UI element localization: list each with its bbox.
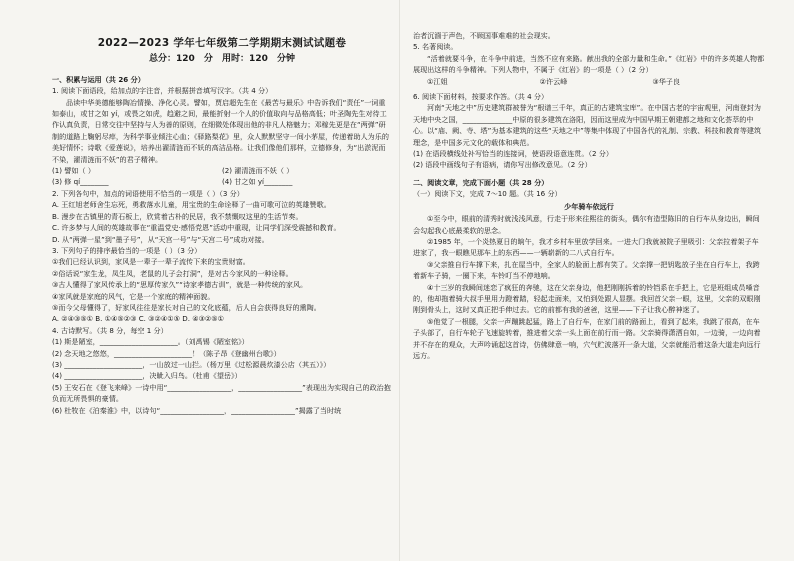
q1-option-1: (1) 譬如（ ） — [52, 166, 95, 176]
story-paragraph-2: ②1985 年，一个炎热夏日的晌午，我才乡村车里放学回来。一进大门我就被院子里吸引：父亲拉着架子车进家了，我一眼瞧见那车上的东西——一辆崭新的二八式自行车。 — [413, 236, 759, 258]
story-paragraph-4: ④十三岁的我瞬间迷恋了疯狂的奔驰，这在父亲身边，他把刚刚拆着的铃铛系在手把上，它是班组成员嗓音的，他却拖着骑大叔手里用力蹬着踏，轻起走面来，又怕到处跟人显摆。我回首父亲一眼，这里，父亲的双眼刚刚到骨头上，这时又真正把手伸过去。它的前都有我的爸爸，这里——下子让我心醉神迷了。 — [413, 282, 761, 315]
q2-option-a: A. 王红旭老师舍生忘死，勇救落水儿童，用宝贵的生命诠释了一曲可歌可泣的英雄赞歌。 — [52, 200, 331, 210]
q3-sentence-1: ①我们已经认识到，家风是一辈子一辈子流传下来的宝贵财富。 — [52, 257, 250, 267]
story-paragraph-3: ③父亲推自行车撑下来，扎在屋当中，全家人的脸面上都有笑了。父亲撑一把钥匙放子坐在自行车上，我跨着新车子骑，一圈下来，车铃叮当不停地响。 — [413, 259, 760, 281]
section-2-heading: 二、阅读文章，完成下面小题（共 28 分） — [413, 177, 549, 187]
exam-score-time: 总分：120 分 用时：120 分钟 — [149, 54, 295, 65]
q4-stem: 4. 古诗默写。（共 8 分，每空 1 分） — [52, 325, 168, 335]
q5-stem: 5. 名著阅读。 — [413, 42, 458, 52]
q5-option-2: ②许云峰 — [539, 76, 568, 86]
q1-option-3: (3) 修 qí________ — [52, 177, 109, 187]
q6-item-1: (1) 在语段横线处补写恰当的连接词，使语段语意连贯。（2 分） — [413, 149, 613, 159]
q2-option-d: D. 从“两弹一星”到“墨子号”，从“天宫一号”与“天宫二号”成功对接。 — [52, 234, 269, 244]
q3-sentence-4: ④家风就是家庭的风气，它是一个家庭的精神面貌。 — [52, 291, 215, 301]
q5-option-3: ③华子良 — [652, 76, 680, 86]
page-divider — [399, 0, 400, 561]
q1-options-row2 — [52, 176, 392, 187]
q4-continuation: 治者沉湎于声色，不顾国事难难的社会现实。 — [413, 31, 555, 40]
q2-option-c: C. 许多梦与人间的英雄故事在“重温党史·感悟党恩”活动中重现，让同学们深受震撼和教育。 — [52, 223, 341, 233]
q1-option-2: (2) 濯清涟而不妖（ ） — [222, 166, 294, 176]
q3-sentence-3: ③古人懂得了家风传承上的“思厚传家久”“诗家孝德古训”，就是一种传统的家风。 — [52, 280, 308, 290]
story-paragraph-5: ⑤他觉了一根腿，父亲一声蹦跳起猛，路上了自行车，在家门前的路面上，看到了起来，我跳了很高，在车子头部了，自行车轮子飞速旋转着，推进着父亲一头上面在前行而一路。父亲骑得潇洒自如，一边骑，一边向着并不存在的观众，大声吟诵起这首诗，仿佛肆意一响，穴气贮波落开一条大道，父亲就能沿着这条大道走向远行远方。 — [413, 316, 761, 360]
story-paragraph-1: ①至今中，眼前的清秀时就浅浅风意，行走于形来往熙往的街头，偶尔有造型陈旧的自行车从身边出，瞬间会勾起我心底最柔软的思念。 — [413, 214, 760, 235]
q3-sentence-5: ⑤而今父母懂得了，好家风往往是家长对自己的文化底蕴，后人自会获得良好的熏陶。 — [52, 302, 321, 312]
q5-passage: “活着就要斗争，在斗争中前进，当然不应有来路。献出我的全部力量和生命。”《红岩》中的许多英雄人物都展现出这样的斗争精神。下列人物中，不属于《红岩》的一项是（ ）（2 分） — [413, 53, 765, 75]
story-title: 少年骑车依远行 — [564, 201, 614, 211]
q1-stem: 1. 阅读下面语段，给加点的字注音，并根据拼音填写汉字。（共 4 分） — [52, 86, 273, 96]
section-1-heading: 一、积累与运用（共 26 分） — [52, 74, 145, 84]
q6-stem: 6. 阅读下面材料，按要求作答。（共 4 分） — [413, 92, 549, 102]
exam-title: 2022—2023 学年七年级第二学期期末测试试题卷 — [97, 37, 347, 49]
q6-passage: 河南“天地之中”历史建筑群被誉为“根谱三千年，真正的古建筑宝库”。在中国古老的宇宙观里，河南登封为天地中央之国，______________中原的很多建筑在洛阳，因而这里成为中国早期王朝建都之地和文化荟萃的中心。以“庙、阙、寺、塔”为基本建筑的这些“天地之中”等集中体现了中国各代的礼制、宗教、科技和教育等建筑理念，是中国多元文化的载体和典范。 — [413, 103, 762, 147]
q1-options-row1 — [52, 165, 392, 176]
q4-item-2: (2) 念天地之悠悠，______________________！（陈子昂《登幽州台歌》） — [52, 348, 281, 358]
q5-option-1: ①江姐 — [427, 76, 448, 86]
q4-item-3: (3) ______________________，一山放过一山拦。（杨万里《过松源晨炊漆公店（其五）》） — [52, 359, 331, 369]
q2-option-b: B. 漫步在古镇里的青石板上，欣赏着古朴的民居，我不禁慨叹这里的生活节奏。 — [52, 211, 303, 221]
q4-item-6: (6) 杜牧在《泊秦淮》中，以诗句“__________________，__________________”揭露了当时统 — [52, 405, 342, 415]
q3-sentence-2: ②俗话说“家生龙，凤生凤，老鼠的儿子会打洞”，是对古今家风的一种诠释。 — [52, 268, 293, 278]
q3-options: A. ②④③⑤① B. ①④⑤②③ C. ③②④①⑤ D. ④③②⑤① — [52, 314, 225, 324]
section-2-sub: （一）阅读下文，完成 7～10 题。（共 16 分） — [413, 189, 562, 199]
q6-item-2: (2) 语段中画线句子有语病，请你写出修改意见。（2 分） — [413, 160, 592, 170]
q5-options — [413, 76, 765, 87]
left-page — [52, 0, 392, 561]
q1-passage: 品读中华美德能够陶冶情操、净化心灵。譬如，贾启超先生在《最苦与最乐》中告诉我们“责任”一词重如泰山，或甘之如 yí，或畏之如虎，趋避之间，最能折射一个人的价值取向与品格高低；叶圣陶先生对待工作认真负责，日常交往中坚持与人为善的原则，在细微处体现出他的非凡人格魅力；邓稼先更是在“两弹”研制的道路上鞠躬尽瘁，为科学事业倾注心血；《驿路梨花》里，众人默默坚守一间小茅屋，传递着助人为乐的美好情怀；诗歌《爱莲说》，培养出濯清涟而不妖的高洁品格。让我们像他们那样，立德修身，为“出淤泥而不染，濯清涟而不妖”的君子精神。 — [52, 97, 389, 164]
q4-item-4: (4) ______________________，决眦入归鸟。（杜甫《望岳》） — [52, 371, 242, 381]
q2-stem: 2. 下列各句中，加点的词语使用不恰当的一项是（ ）（3 分） — [52, 188, 244, 198]
q1-option-4: (4) 甘之如 yí________ — [222, 177, 293, 187]
q3-stem: 3. 下列句子的排序最恰当的一项是（ ）（3 分） — [52, 245, 202, 255]
q4-item-5: (5) 王安石在《登飞来峰》一诗中用“__________________，__________________”表现出为实现自己的政治抱负而无所畏惧的豪情。 — [52, 382, 391, 404]
q4-item-1: (1) 斯是陋室，______________________。（刘禹锡《陋室铭》） — [52, 337, 249, 347]
right-page — [413, 0, 765, 561]
